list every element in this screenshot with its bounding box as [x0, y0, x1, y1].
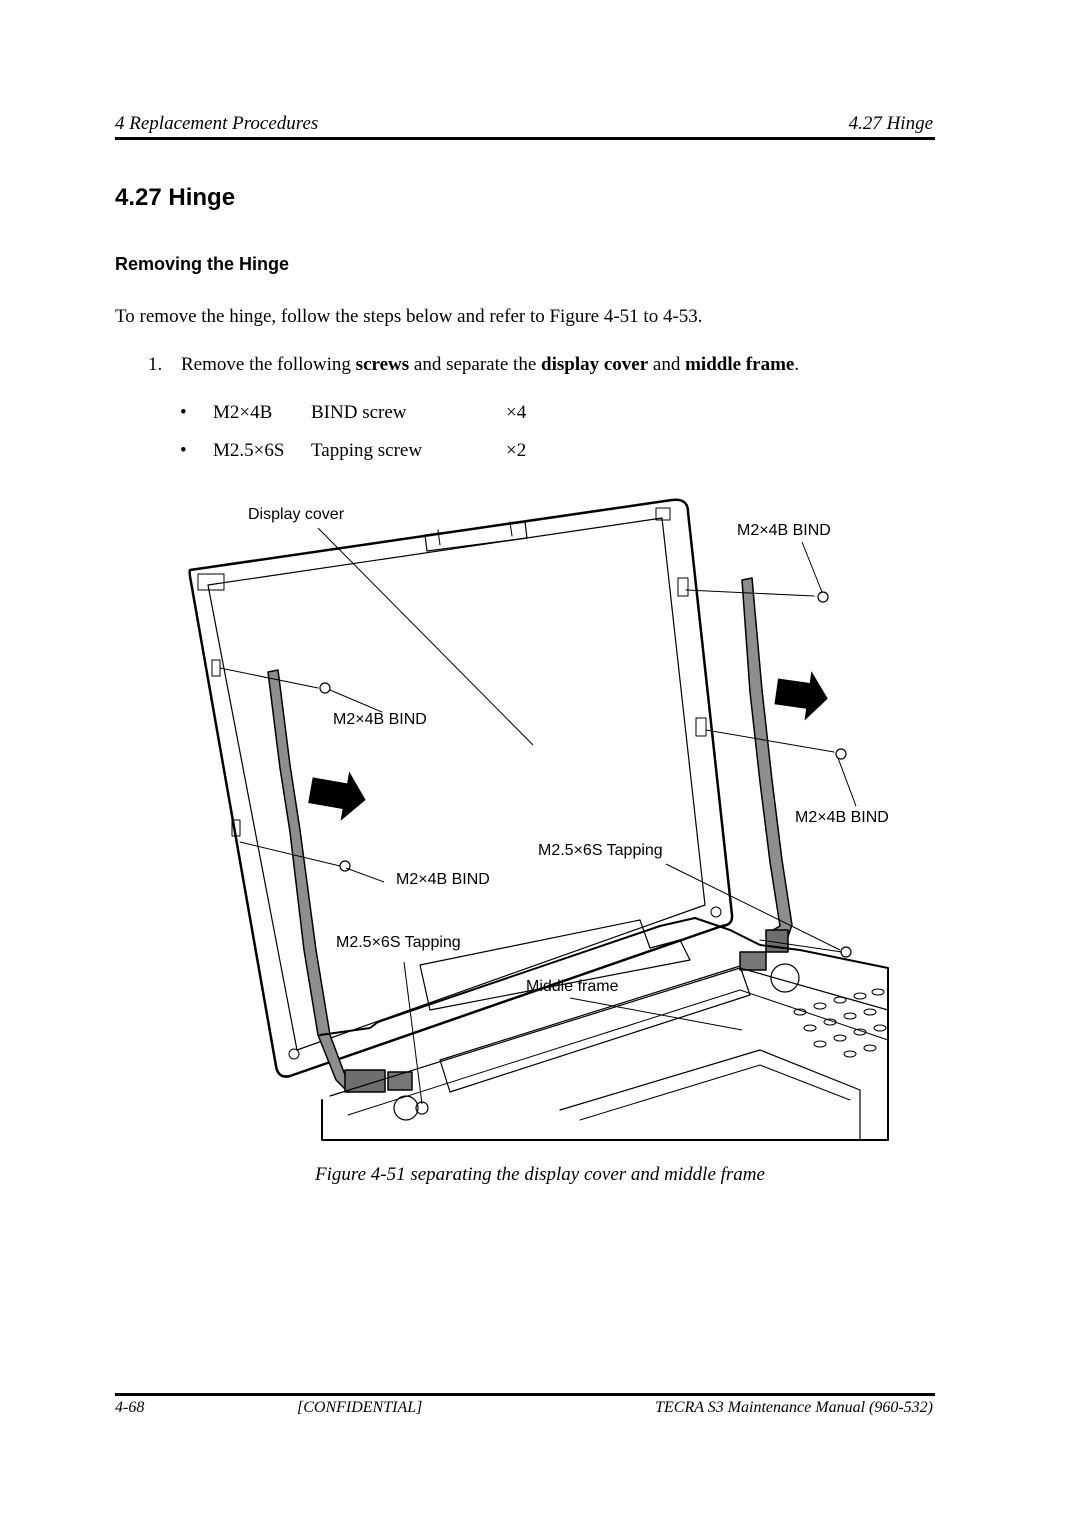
- label-bind-screw: M2×4B BIND: [795, 809, 889, 826]
- step-text: Remove the following: [181, 354, 356, 375]
- bullet: •: [180, 440, 187, 461]
- arrow-right-icon: [306, 766, 370, 825]
- label-bind-screw: M2×4B BIND: [396, 871, 490, 888]
- screw-type: BIND screw: [311, 402, 407, 423]
- page-number: 4-68: [115, 1399, 145, 1416]
- confidential-mark: [CONFIDENTIAL]: [297, 1399, 423, 1416]
- detail-mark: [289, 1049, 299, 1059]
- step-bold-screws: screws: [355, 354, 410, 375]
- screw-icon: [320, 683, 330, 693]
- screw-icon: [818, 592, 828, 602]
- label-tapping-screw: M2.5×6S Tapping: [538, 842, 663, 859]
- leader-line: [802, 542, 822, 592]
- running-header-left: 4 Replacement Procedures: [115, 113, 319, 134]
- step-number: 1.: [148, 354, 163, 375]
- detail-mark: [678, 578, 688, 596]
- right-hinge: [742, 578, 792, 950]
- display-cover-latch: [425, 522, 527, 551]
- detail-mark: [711, 907, 721, 917]
- step-bold-middle-frame: middle frame: [685, 354, 795, 375]
- leader-line: [346, 868, 384, 882]
- screw-size: M2.5×6S: [213, 440, 285, 461]
- label-display-cover: Display cover: [248, 506, 345, 523]
- screw-icon: [340, 861, 350, 871]
- screw-size: M2×4B: [213, 402, 273, 423]
- step-text: and: [648, 354, 686, 375]
- detail-mark: [696, 718, 706, 736]
- footer-rule: [115, 1393, 935, 1396]
- screw-type: Tapping screw: [311, 440, 423, 461]
- manual-title: TECRA S3 Maintenance Manual (960-532): [655, 1399, 933, 1416]
- screw-quantity: ×2: [506, 440, 527, 461]
- detail-mark: [198, 574, 224, 590]
- speaker-grille: [794, 989, 886, 1057]
- detail-mark: [394, 1096, 418, 1120]
- arrow-right-icon: [773, 667, 831, 724]
- running-header-right: 4.27 Hinge: [848, 113, 933, 134]
- leader-line: [330, 690, 382, 712]
- screw-quantity: ×4: [506, 402, 527, 423]
- label-tapping-screw: M2.5×6S Tapping: [336, 934, 461, 951]
- detail-mark: [212, 660, 220, 676]
- section-title: 4.27 Hinge: [115, 184, 236, 211]
- screw-icon: [841, 947, 851, 957]
- right-hinge-arm: [740, 952, 766, 970]
- step-text: .: [794, 354, 800, 375]
- label-middle-frame: Middle frame: [526, 978, 619, 995]
- label-bind-screw: M2×4B BIND: [333, 711, 427, 728]
- step-text: and separate the: [409, 354, 542, 375]
- label-bind-screw: M2×4B BIND: [737, 522, 831, 539]
- figure-caption: Figure 4-51 separating the display cover and middle frame: [315, 1164, 765, 1185]
- subsection-title: Removing the Hinge: [115, 254, 290, 274]
- bullet: •: [180, 402, 187, 423]
- screw-icon: [836, 749, 846, 759]
- display-cover-outline: [190, 500, 732, 1077]
- intro-paragraph: To remove the hinge, follow the steps below and refer to Figure 4-51 to 4-53.: [115, 306, 703, 327]
- step-bold-display-cover: display cover: [541, 354, 649, 375]
- leader-line: [838, 758, 856, 806]
